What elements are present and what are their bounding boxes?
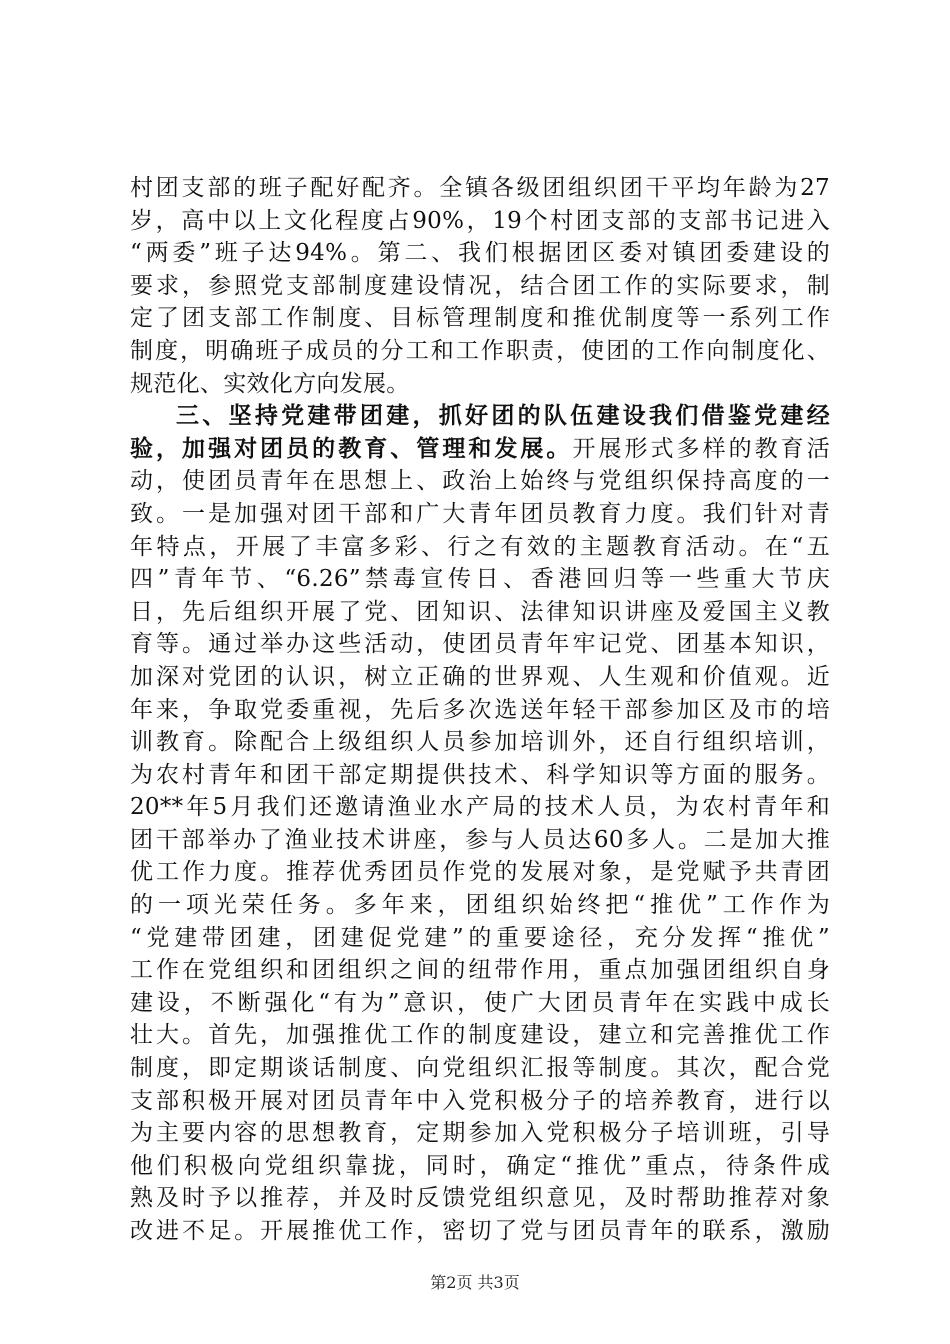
text-line: 致。一是加强对团干部和广大青年团员教育力度。我们针对青 — [130, 500, 830, 527]
document-body — [130, 172, 830, 1248]
text-line: 为主要内容的思想教育，定期参加入党积极分子培训班，引导 — [130, 1120, 830, 1147]
text-line: 20**年5月我们还邀请渔业水产局的技术人员，为农村青年和 — [130, 794, 830, 821]
text-line: 四”青年节、“6.26”禁毒宣传日、香港回归等一些重大节庆 — [130, 566, 830, 593]
page-number-footer: 第2页 共3页 — [430, 1273, 520, 1292]
text-line: 规范化、实效化方向发展。 — [130, 370, 410, 397]
text-line: “党建带团建，团建促党建”的重要途径，充分发挥“推优” — [130, 924, 830, 951]
text-line: 动，使团员青年在思想上、政治上始终与党组织保持高度的一 — [130, 468, 830, 495]
text-line: 村团支部的班子配好配齐。全镇各级团组织团干平均年龄为27 — [130, 175, 830, 201]
text-line: 的一项光荣任务。多年来，团组织始终把“推优”工作作为 — [130, 892, 830, 919]
text-line: 支部积极开展对团员青年中入党积极分子的培养教育，进行以 — [130, 1087, 830, 1114]
text-line: “两委”班子达94%。第二、我们根据团区委对镇团委建设的 — [130, 240, 830, 267]
text-line: 建设，不断强化“有为”意识，使广大团员青年在实践中成长 — [130, 989, 830, 1016]
text-line: 训教育。除配合上级组织人员参加培训外，还自行组织培训， — [130, 729, 830, 756]
text-line: 为农村青年和团干部定期提供技术、科学知识等方面的服务。 — [130, 761, 830, 788]
text-line: 团干部举办了渔业技术讲座，参与人员达60多人。二是加大推 — [130, 826, 830, 853]
text-line: 改进不足。开展推优工作，密切了党与团员青年的联系，激励 — [130, 1218, 830, 1244]
section-heading-continued — [130, 433, 830, 466]
section-heading: 三、坚持党建带团建，抓好团的队伍建设我们借鉴党建经 — [176, 402, 830, 430]
text-line: 定了团支部工作制度、目标管理制度和推优制度等一系列工作 — [130, 305, 830, 332]
text-line: 年特点，开展了丰富多彩、行之有效的主题教育活动。在“五 — [130, 533, 830, 560]
text-line: 要求，参照党支部制度建设情况，结合团工作的实际要求，制 — [130, 272, 830, 299]
text-line: 日，先后组织开展了党、团知识、法律知识讲座及爱国主义教 — [130, 598, 830, 625]
text-line: 制度，即定期谈话制度、向党组织汇报等制度。其次，配合党 — [130, 1055, 830, 1082]
text-line: 壮大。首先，加强推优工作的制度建设，建立和完善推优工作 — [130, 1022, 830, 1049]
text-line: 优工作力度。推荐优秀团员作党的发展对象，是党赋予共青团 — [130, 859, 830, 886]
text-line: 他们积极向党组织靠拢，同时，确定“推优”重点，待条件成 — [130, 1152, 830, 1179]
text-line: 熟及时予以推荐，并及时反馈党组织意见，及时帮助推荐对象 — [130, 1185, 830, 1212]
section-heading-end: 验，加强对团员的教育、管理和发展。 — [130, 434, 573, 462]
text-line: 工作在党组织和团组织之间的纽带作用，重点加强团组织自身 — [130, 957, 830, 984]
text-line: 年来，争取党委重视，先后多次选送年轻干部参加区及市的培 — [130, 696, 830, 723]
text-line: 加深对党团的认识，树立正确的世界观、人生观和价值观。近 — [130, 663, 830, 690]
text-line: 制度，明确班子成员的分工和工作职责，使团的工作向制度化、 — [130, 337, 830, 364]
text-line: 岁，高中以上文化程度占90%，19个村团支部的支部书记进入 — [130, 207, 830, 234]
paragraph-start: 开展形式多样的教育活 — [572, 435, 830, 462]
text-line: 育等。通过举办这些活动，使团员青年牢记党、团基本知识， — [130, 631, 830, 658]
